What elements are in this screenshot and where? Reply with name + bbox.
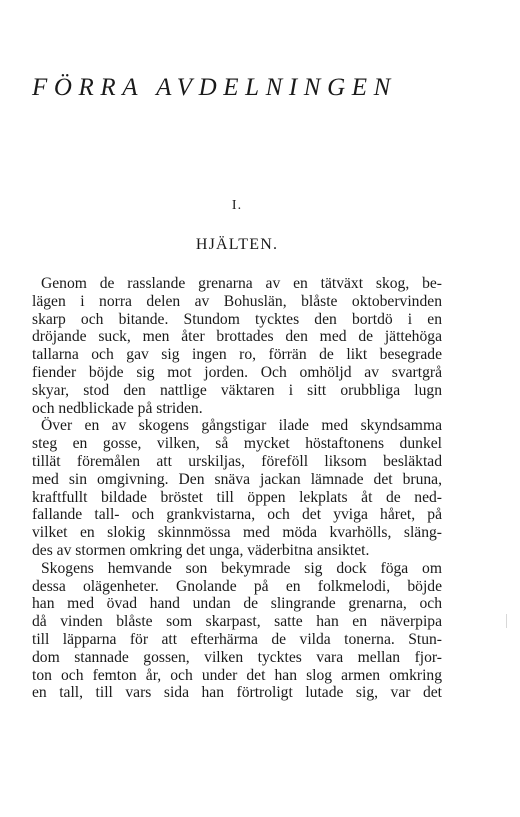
text-line: Genom de rasslande grenarna av en tätväxt skog, be- — [41, 275, 442, 292]
text-line: Skogens hemvande son bekymrade sig dock föga om — [41, 559, 442, 577]
text-line: fallande tall- och grankvistarna, och det yviga håret, på — [32, 506, 442, 524]
text-line: han med övad hand undan de slingrande grenarna, och — [32, 595, 442, 613]
text-line: skarp och bitande. Stundom tycktes den bortdö i en — [32, 310, 442, 328]
text-line: ton och femton år, och under det han slog armen omkring — [32, 666, 442, 684]
text-line: dom stannade gossen, vilken tycktes vara mellan fjor- — [32, 648, 442, 666]
body-text — [32, 275, 442, 702]
text-line: steg en gosse, vilken, så mycket höstaftonens dunkel — [32, 435, 442, 453]
text-line: des av stormen omkring det unga, väderbitna ansiktet. — [32, 541, 370, 559]
chapter-number: I. — [231, 198, 243, 213]
text-line: fiender böjde sig mot jorden. Och omhöljd av svartgrå — [32, 363, 442, 381]
text-line: kraftfullt bildade bröstet till öppen lekplats åt de ned- — [32, 488, 442, 506]
text-line: och nedblickade på striden. — [32, 399, 203, 417]
text-line: dröjande suck, men åter brottades den med de jättehöga — [32, 328, 442, 346]
text-line: med sin omgivning. Den snäva jackan lämnade det bruna, — [32, 470, 442, 488]
text-line: Över en av skogens gångstigar ilade med skyndsamma — [41, 417, 442, 435]
text-line: en tall, till vars sida han förtroligt lutade sig, var det — [32, 684, 442, 702]
text-line: lägen i norra delen av Bohuslän, blåste oktobervinden — [32, 292, 442, 310]
chapter-title: HJÄLTEN. — [195, 236, 279, 253]
text-line: tallarna och gav sig ingen ro, förrän de likt besegrade — [32, 346, 442, 364]
text-line: skyar, stod den nattlige väktaren i sitt orubbliga lugn — [32, 381, 442, 399]
margin-mark — [506, 614, 507, 628]
text-line: vilket en slokig skinnmössa med möda kvarhölls, släng- — [32, 524, 442, 542]
text-line: dessa olägenheter. Gnolande på en folkmelodi, böjde — [32, 577, 442, 595]
part-title: FÖRRA AVDELNINGEN — [32, 74, 397, 101]
text-line: tillät föremålen att urskiljas, föreföll liksom besläktad — [32, 452, 442, 470]
text-line: till läpparna för att efterhärma de vilda tonerna. Stun- — [32, 630, 442, 648]
text-line: då vinden blåste som skarpast, satte han en näverpipa — [32, 613, 442, 631]
